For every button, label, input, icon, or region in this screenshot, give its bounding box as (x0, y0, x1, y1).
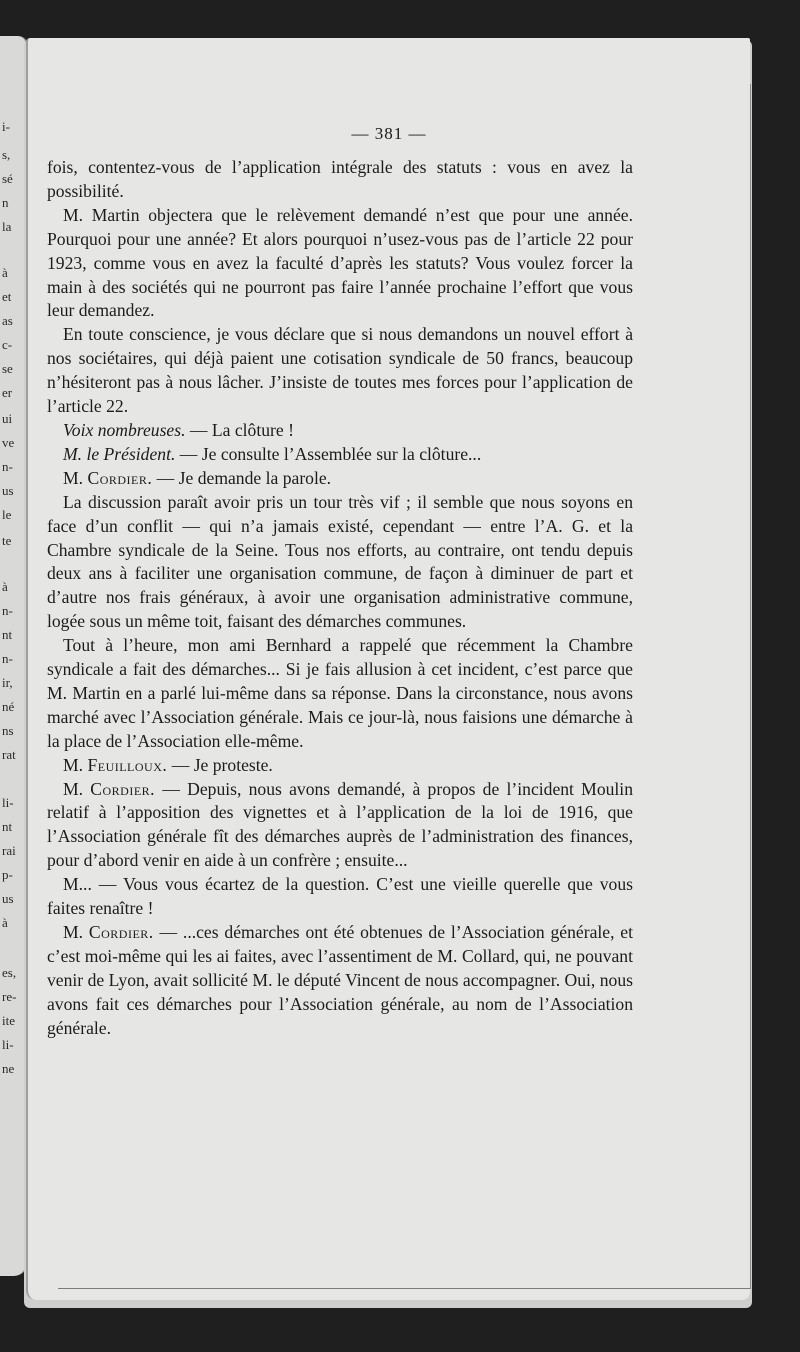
speaker-prefix: M. (63, 754, 88, 775)
facing-page-fragment: as (2, 313, 13, 328)
speaker-name: Feuilloux. (87, 754, 168, 775)
paragraph-3: En toute conscience, je vous déclare que si nous demandons un nouvel effort à nos sociétaires, qui déjà paient une cotisation syndicale de 50 francs, beaucoup n’hésiteront pas à nous lâcher. J’insiste de toutes mes forces pour l’application de l’article 22. (47, 324, 633, 417)
facing-page-fragment: se (2, 361, 13, 376)
speech-text: — Je demande la parole. (152, 467, 332, 488)
page-number: — 381 — (351, 124, 427, 143)
speech-text: — Je consulte l’Assemblée sur la clôture... (175, 443, 482, 464)
facing-page-fragment: us (2, 483, 14, 498)
speaker-name: Voix nombreuses. (63, 419, 186, 440)
facing-page-fragment: à (2, 915, 8, 930)
facing-page-fragment: rat (2, 747, 16, 762)
speaker-prefix: M. (63, 922, 89, 942)
facing-page-fragment: s, (2, 147, 11, 162)
facing-page-fragment: re- (2, 989, 17, 1004)
paragraph-8: Tout à l’heure, mon ami Bernhard a rappelé que récemment la Chambre syndicale a fait des démarches... Si je fais allusion à cet incident, c’est parce que M. Martin en a parlé lui-même dans sa réponse. Dans la circonstance, nous avons marché avec l’Association générale. Mais ce jour-là, nous faisions une démarche à la place de l’Association elle-même. (47, 635, 633, 751)
facing-page-fragment: c- (2, 337, 13, 352)
facing-page-fragment: er (2, 385, 13, 400)
speech-cordier-2 (47, 778, 633, 874)
facing-page-fragment: ve (2, 435, 15, 450)
speaker-name: M. le Président. (63, 443, 176, 464)
facing-page-fragment: sé (2, 171, 13, 186)
facing-page-fragment: né (2, 699, 15, 714)
facing-page-fragment: p- (2, 867, 13, 882)
facing-page-fragment: et (2, 289, 12, 304)
facing-page-fragment: le (2, 507, 12, 522)
speech-text: — La clôture ! (185, 419, 294, 440)
page-frame-bottom (58, 1288, 750, 1289)
facing-page-fragment: ne (2, 1061, 15, 1076)
facing-page-fragment: ite (2, 1013, 15, 1028)
facing-page-fragment: i- (2, 119, 10, 134)
paragraph-11: M... — Vous vous écartez de la question. C’est une vieille querelle que vous faites renaître ! (47, 874, 633, 919)
facing-page-fragment: us (2, 891, 14, 906)
facing-page-fragment: li- (2, 795, 14, 810)
speaker-name: Cordier. (90, 778, 156, 799)
speaker-name: Cordier. (87, 467, 153, 488)
facing-page-fragment: ui (2, 411, 13, 426)
facing-page-fragment: la (2, 219, 12, 234)
paragraph-1: fois, contentez-vous de l’application intégrale des statuts : vous en avez la possibilité. (47, 157, 633, 201)
speaker-name: Cordier. (88, 922, 154, 942)
facing-page-fragment: à (2, 265, 8, 280)
facing-page-fragment: n- (2, 459, 13, 474)
body-text (47, 156, 633, 1041)
speech-text: — ...ces démarches ont été obtenues de l’Association générale, et c’est moi-même qui les ai faites, avec l’assentiment de M. Collard, qui, ne pouvant venir de Lyon, avait sollicité M. le député Vincent de nous accompagner. Oui, nous avons fait ces démarches pour l’Association générale, au nom de l’Association générale. (47, 922, 633, 1038)
page-frame-right (750, 84, 751, 1289)
facing-page-fragment: n- (2, 651, 13, 666)
facing-page-fragment: ir, (2, 675, 13, 690)
speech-text: — Je proteste. (167, 754, 273, 775)
speech-president (47, 443, 633, 467)
facing-page-fragment: te (2, 533, 12, 548)
book-page (26, 38, 750, 1300)
facing-page-fragment: es, (2, 965, 17, 980)
paragraph-2: M. Martin objectera que le relèvement demandé n’est que pour une année. Pourquoi pour une année? Et alors pourquoi n’usez-vous pas de l’article 22 pour 1923, comme vous en avez la faculté d’après les statuts? Vous voulez forcer la main à des sociétés qui ne pourront pas faire l’année prochaine l’effort que vous leur demandez. (47, 204, 633, 321)
facing-page-fragment: rai (2, 843, 16, 858)
facing-page-fragment: nt (2, 627, 13, 642)
speech-feuilloux (47, 754, 633, 778)
speech-text: — Depuis, nous avons demandé, à propos de l’incident Moulin relatif à l’apposition des vignettes et à l’application de la loi de 1916, que l’Association générale fît des démarches auprès de l’administration des finances, pour d’abord venir en aide à un confrère ; ensuite... (47, 778, 633, 871)
speech-cordier-3 (47, 921, 633, 1041)
facing-page-fragment: à (2, 579, 8, 594)
speech-cordier-1 (47, 467, 633, 491)
facing-page-fragment: li- (2, 1037, 14, 1052)
speech-voix-nombreuses (47, 419, 633, 443)
facing-page-fragment: ns (2, 723, 14, 738)
facing-page-fragment: n- (2, 603, 13, 618)
paragraph-7: La discussion paraît avoir pris un tour très vif ; il semble que nous soyons en face d’un conflit — qui n’a jamais existé, cependant — entre l’A. G. et la Chambre syndicale de la Seine. Tous nos efforts, au contraire, ont tendu depuis deux ans à faciliter une organisation commune, de façon à diminuer de part et d’autre nos frais généraux, à avoir une organisation administrative commune, logée sous un même toit, faisant des démarches communes. (47, 491, 633, 632)
speaker-prefix: M. (63, 778, 91, 799)
facing-page-fragment: nt (2, 819, 13, 834)
facing-page-fragment: n (2, 195, 9, 210)
speaker-prefix: M. (63, 467, 88, 488)
